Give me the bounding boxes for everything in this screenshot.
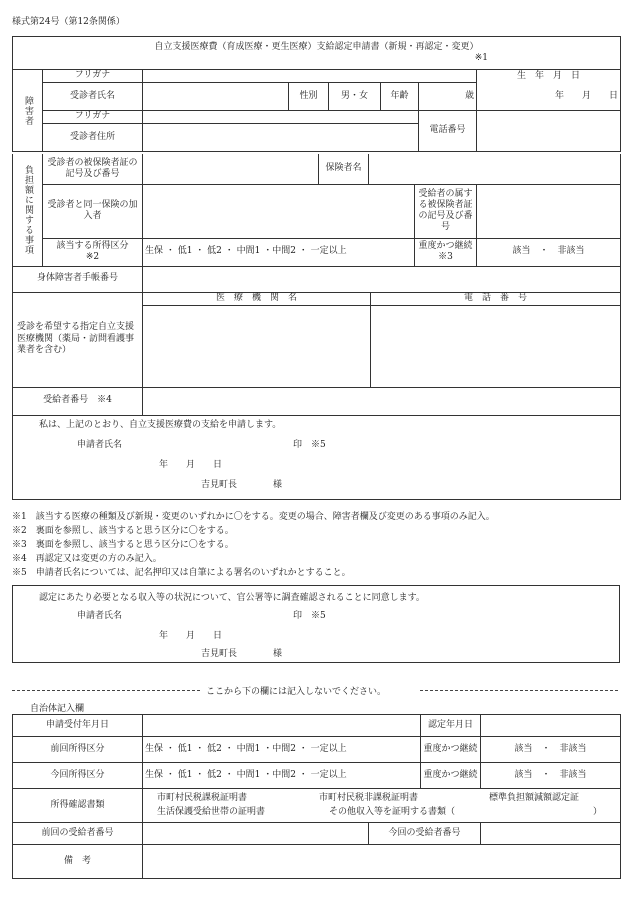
institution-name-field[interactable] — [143, 305, 371, 387]
application-table — [12, 36, 621, 152]
curr-income-label: 今回所得区分 — [13, 763, 143, 789]
cut-line-text: ここから下の欄には記入しないでください。 — [206, 687, 387, 697]
burden-group-label: 負担額に関する事項 — [13, 154, 43, 266]
title-note: ※1 — [474, 53, 489, 63]
institution-table — [12, 292, 621, 500]
birth-header: 生 年 月 日 — [477, 70, 621, 83]
consent-seal: 印 ※5 — [293, 611, 326, 621]
curr-applicable-options[interactable]: 該当 ・ 非該当 — [481, 763, 621, 789]
institution-phone-header: 電 話 番 号 — [371, 292, 621, 305]
income-label-cell — [43, 238, 143, 266]
doc-welfare-cert[interactable]: 生活保護受給世帯の証明書 — [157, 807, 266, 817]
form-title: 自立支援医療費（育成医療・更生医療）支給認定申請書（新規・再認定・変更） — [154, 41, 479, 52]
sex-label: 性別 — [289, 83, 329, 111]
burden-table — [12, 154, 621, 293]
phone-field[interactable] — [477, 111, 621, 152]
insurer-field[interactable] — [369, 154, 621, 184]
doc-other-cert[interactable]: その他収入等を証明する書類（ — [329, 807, 456, 817]
age-label: 年齢 — [381, 83, 419, 111]
same-insurance-label: 受診者と同一保険の加入者 — [43, 184, 143, 238]
institution-name-header: 医 療 機 関 名 — [143, 292, 371, 305]
doc-other-close: ） — [593, 807, 603, 817]
phone-label: 電話番号 — [419, 111, 477, 152]
curr-number-field[interactable] — [481, 823, 621, 845]
declaration-box — [13, 415, 621, 499]
insured-number-field[interactable] — [143, 154, 319, 184]
consent-box — [12, 585, 620, 663]
cut-line-right — [420, 690, 618, 691]
address-furigana-field[interactable] — [143, 111, 419, 124]
address-label: 受診者住所 — [43, 124, 143, 152]
consent-applicant-field[interactable] — [151, 604, 291, 618]
prev-applicable-options[interactable]: 該当 ・ 非該当 — [481, 737, 621, 763]
prev-income-label: 前回所得区分 — [13, 737, 143, 763]
form-title-cell — [13, 37, 621, 70]
birth-date-field[interactable]: 年 月 日 — [477, 83, 621, 111]
heavy-label: 重度かつ継続 — [418, 240, 473, 251]
recipient-insurance-field[interactable] — [477, 184, 621, 238]
remarks-label: 備 考 — [13, 845, 143, 879]
furigana-label: フリガナ — [43, 70, 143, 83]
applicable-options[interactable]: 該当 ・ 非該当 — [477, 238, 621, 266]
patient-group-label: 障害者 — [13, 70, 43, 152]
recipient-number-label: 受給者番号 ※4 — [13, 387, 143, 415]
income-options[interactable]: 生保 ・ 低1 ・ 低2 ・ 中間1 ・中間2 ・ 一定以上 — [143, 238, 415, 266]
notes-list — [12, 510, 618, 580]
declaration-date[interactable]: 年 月 日 — [159, 459, 223, 470]
declaration-applicant-field[interactable] — [151, 436, 291, 450]
remarks-field[interactable] — [143, 845, 621, 879]
approved-date-label: 認定年月日 — [421, 715, 481, 737]
insurer-label: 保険者名 — [319, 154, 369, 184]
doc-nontax-cert[interactable]: 市町村民税非課税証明書 — [319, 793, 419, 803]
declaration-applicant-label: 申請者氏名 — [77, 439, 123, 450]
declaration-seal: 印 ※5 — [293, 439, 326, 450]
furigana-label-2: フリガナ — [43, 111, 143, 124]
consent-addressee: 吉見町長 様 — [201, 649, 283, 659]
prev-income-options[interactable]: 生保 ・ 低1 ・ 低2 ・ 中間1 ・中間2 ・ 一定以上 — [143, 737, 421, 763]
curr-income-options[interactable]: 生保 ・ 低1 ・ 低2 ・ 中間1 ・中間2 ・ 一定以上 — [143, 763, 421, 789]
heavy-note: ※3 — [438, 252, 453, 262]
doc-reduction-cert[interactable]: 標準負担額減額認定証 — [489, 793, 580, 803]
form-number: 様式第24号（第12条関係） — [12, 17, 125, 27]
consent-applicant-label: 申請者氏名 — [77, 611, 123, 621]
declaration-text: 私は、上記のとおり、自立支援医療費の支給を申請します。 — [39, 419, 282, 430]
income-note: ※2 — [85, 252, 100, 262]
cut-line-left — [12, 690, 200, 691]
declaration-addressee: 吉見町長 様 — [201, 479, 283, 490]
consent-text: 認定にあたり必要となる収入等の状況について、官公署等に調査確認されることに同意します。 — [39, 593, 425, 603]
name-furigana-field[interactable] — [143, 70, 477, 83]
handbook-field[interactable] — [143, 266, 621, 292]
office-section-label: 自治体記入欄 — [30, 704, 85, 714]
note-item: ※4 再認定又は変更の方のみ記入。 — [12, 554, 162, 564]
note-item: ※3 裏面を参照し、該当すると思う区分に〇をする。 — [12, 540, 234, 550]
heavy-label-cell — [415, 238, 477, 266]
note-item: ※2 裏面を参照し、該当すると思う区分に〇をする。 — [12, 526, 234, 536]
patient-name-label: 受診者氏名 — [43, 83, 143, 111]
curr-heavy-label: 重度かつ継続 — [421, 763, 481, 789]
docs-cell — [143, 789, 621, 823]
handbook-label: 身体障害者手帳番号 — [13, 266, 143, 292]
note-item: ※1 該当する医療の種類及び新規・変更のいずれかに〇をする。変更の場合、障害者欄及び変更のある事項のみ記入。 — [12, 512, 495, 522]
approved-date-field[interactable] — [481, 715, 621, 737]
sex-options[interactable]: 男・女 — [329, 83, 381, 111]
received-date-field[interactable] — [143, 715, 421, 737]
consent-date[interactable]: 年 月 日 — [159, 631, 223, 641]
institution-label: 受診を希望する指定自立支援医療機関（薬局・訪問看護事業者を含む） — [13, 292, 143, 387]
curr-number-label: 今回の受給者番号 — [369, 823, 481, 845]
office-table — [12, 714, 621, 879]
recipient-insurance-label: 受給者の属する被保険者証の記号及び番号 — [415, 184, 477, 238]
same-insurance-field[interactable] — [143, 184, 415, 238]
docs-label: 所得確認書類 — [13, 789, 143, 823]
recipient-number-field[interactable] — [143, 387, 621, 415]
age-unit[interactable]: 歳 — [419, 83, 477, 111]
institution-phone-field[interactable] — [371, 305, 621, 387]
address-field[interactable] — [143, 124, 419, 152]
patient-name-field[interactable] — [143, 83, 289, 111]
insured-number-label: 受診者の被保険者証の記号及び番号 — [43, 154, 143, 184]
prev-heavy-label: 重度かつ継続 — [421, 737, 481, 763]
prev-number-label: 前回の受給者番号 — [13, 823, 143, 845]
note-item: ※5 申請者氏名については、記名押印又は自筆による署名のいずれかとすること。 — [12, 568, 351, 578]
doc-tax-cert[interactable]: 市町村民税課税証明書 — [157, 793, 248, 803]
received-date-label: 申請受付年月日 — [13, 715, 143, 737]
prev-number-field[interactable] — [143, 823, 369, 845]
income-label: 該当する所得区分 — [56, 240, 129, 251]
